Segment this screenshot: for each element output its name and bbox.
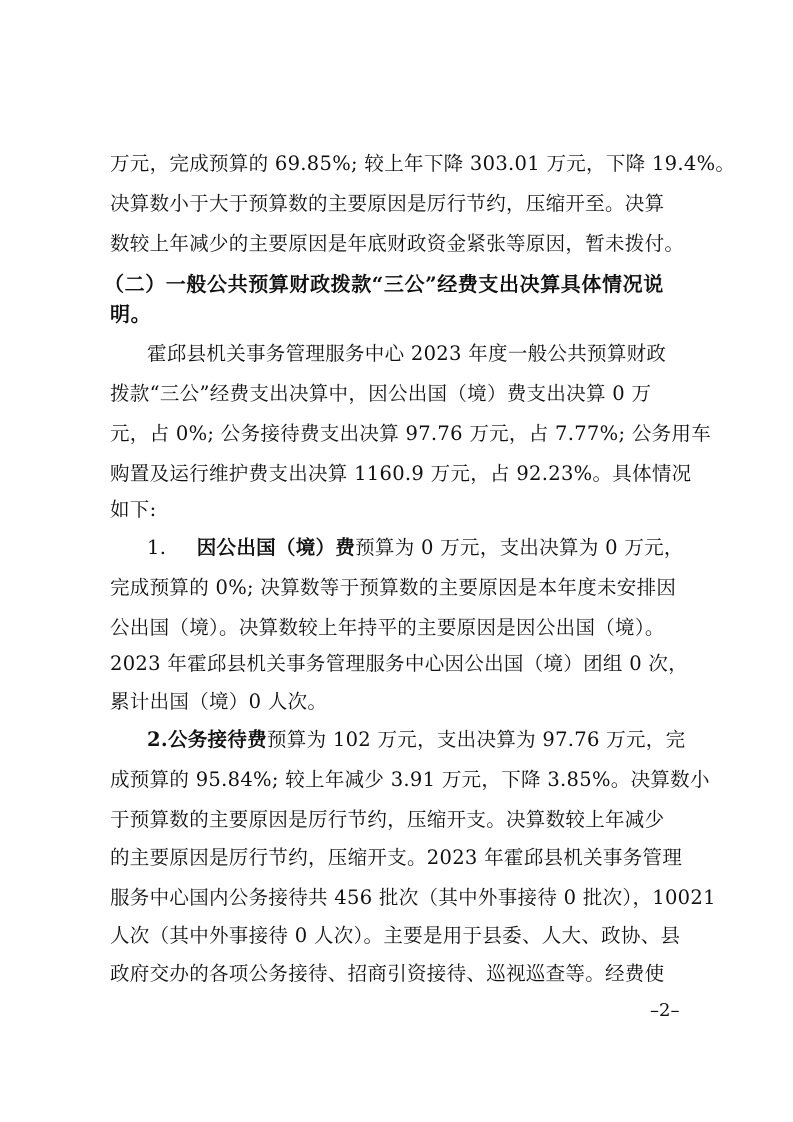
text-line: 拨款“三公”经费支出决算中，因公出国（境）费支出决算 0 万	[110, 382, 652, 405]
text-line: 人次（其中外事接待 0 人次）。主要是用于县委、人大、政协、县	[110, 924, 681, 947]
text-line: 决算数小于大于预算数的主要原因是厉行节约，压缩开至。决算	[110, 192, 665, 215]
text-line: 购置及运行维护费支出决算 1160.9 万元，占 92.23%。具体情况	[110, 462, 692, 485]
item-2-line	[147, 728, 690, 752]
text-line: 累计出国（境）0 人次。	[110, 690, 328, 713]
text-line: 元，占 0%; 公务接待费支出决算 97.76 万元，占 7.77%; 公务用车	[110, 422, 712, 445]
text-line: 公出国（境）。决算数较上年持平的主要原因是因公出国（境）。	[110, 616, 665, 639]
text-line: 成预算的 95.84%; 较上年减少 3.91 万元，下降 3.85%。决算数小	[110, 768, 710, 791]
text-line: 的主要原因是厉行节约，压缩开支。2023 年霍邱县机关事务管理	[110, 846, 683, 869]
text-line: 万元，完成预算的 69.85%; 较上年下降 303.01 万元，下降 19.4%。	[110, 152, 736, 175]
text-line: 2023 年霍邱县机关事务管理服务中心因公出国（境）团组 0 次，	[110, 652, 689, 675]
text-line: 如下:	[110, 498, 157, 521]
text-line: 服务中心国内公务接待共 456 批次（其中外事接待 0 批次），10021	[110, 886, 716, 909]
item-1-number: 1.	[147, 536, 167, 559]
item-1-text: 预算为 0 万元，支出决算为 0 万元，	[355, 536, 684, 559]
text-line: 于预算数的主要原因是厉行节约，压缩开支。决算数较上年减少	[110, 808, 665, 831]
text-line: 完成预算的 0%; 决算数等于预算数的主要原因是本年度未安排因	[110, 576, 677, 599]
section-heading-cont: 明。	[110, 302, 152, 326]
section-heading: （二）一般公共预算财政拨款“三公”经费支出决算具体情况说	[104, 272, 664, 296]
text-line: 政府交办的各项公务接待、招商引资接待、巡视巡查等。经费使	[110, 962, 665, 985]
item-1-line	[147, 536, 690, 560]
item-1-title: 因公出国（境）费	[196, 536, 356, 559]
text-line: 数较上年减少的主要原因是年底财政资金紧张等原因，暂未拨付。	[110, 232, 685, 255]
text-line: 霍邱县机关事务管理服务中心 2023 年度一般公共预算财政	[147, 342, 667, 365]
item-2-text: 预算为 102 万元，支出决算为 97.76 万元，完	[266, 728, 686, 751]
item-2-title: 2.公务接待费	[147, 728, 267, 751]
page-number: –2–	[650, 1000, 680, 1021]
